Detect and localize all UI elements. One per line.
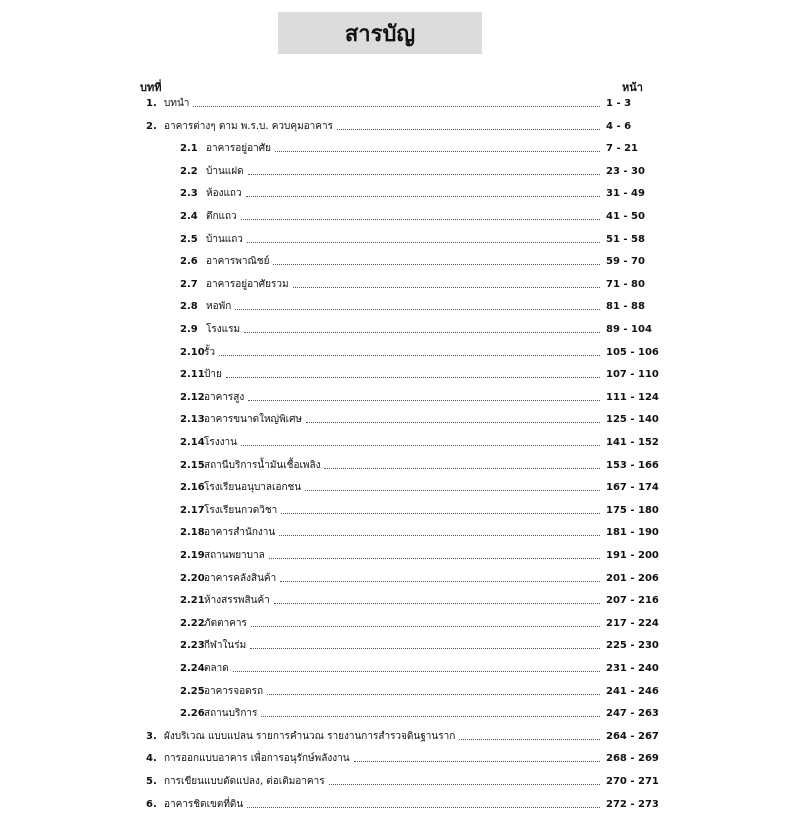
toc-page-range: 71 - 80 — [606, 278, 645, 290]
toc-row — [0, 593, 800, 609]
toc-number: 2.20 — [180, 572, 205, 584]
toc-number: 2.13 — [180, 414, 205, 426]
toc-row — [0, 232, 800, 248]
toc-row — [0, 684, 800, 700]
toc-label: อาคารอยู่อาศัยรวม — [206, 278, 289, 290]
toc-label: ภัตตาคาร — [204, 617, 247, 629]
toc-leader-dots — [247, 232, 600, 243]
toc-page-range: 272 - 273 — [606, 798, 659, 810]
toc-label: โรงเรียนอนุบาลเอกชน — [204, 482, 302, 494]
toc-leader-dots — [281, 503, 600, 514]
toc-number: 2.8 — [180, 301, 198, 313]
toc-number: 2.22 — [180, 617, 205, 629]
toc-page-range: 201 - 206 — [606, 572, 659, 584]
toc-number: 2.17 — [180, 504, 205, 516]
toc-number: 2.16 — [180, 482, 205, 494]
toc-number: 4. — [146, 753, 157, 765]
toc-label: โรงงาน — [204, 437, 237, 448]
toc-number: 2.3 — [180, 188, 198, 200]
toc-leader-dots — [337, 119, 600, 130]
toc-label: อาคารขนาดใหญ่พิเศษ — [204, 414, 303, 426]
toc-page-range: 125 - 140 — [606, 414, 659, 426]
toc-page-range: 225 - 230 — [606, 640, 659, 652]
toc-number: 2.15 — [180, 459, 205, 471]
toc-leader-dots — [193, 96, 600, 107]
toc-label: ตึกแถว — [206, 211, 237, 222]
toc-label: ป้าย — [204, 369, 222, 381]
toc-label: สถานพยาบาล — [204, 550, 265, 561]
toc-label: สถานีบริการน้ำมันเชื้อเพลิง — [204, 459, 321, 471]
toc-leader-dots — [248, 390, 600, 401]
toc-leader-dots — [241, 435, 600, 446]
toc-row — [0, 797, 800, 813]
toc-page-range: 4 - 6 — [606, 120, 632, 132]
toc-row — [0, 458, 800, 474]
toc-page-range: 107 - 110 — [606, 369, 659, 381]
toc-leader-dots — [226, 367, 600, 378]
toc-leader-dots — [324, 458, 600, 469]
toc-row — [0, 119, 800, 135]
toc-page-range: 241 - 246 — [606, 685, 659, 697]
title-box — [278, 12, 482, 54]
toc-label: สถานบริการ — [204, 708, 258, 720]
toc-page-range: 247 - 263 — [606, 708, 659, 720]
toc-leader-dots — [219, 345, 600, 356]
toc-page-range: 31 - 49 — [606, 188, 645, 200]
toc-row — [0, 299, 800, 315]
toc-leader-dots — [273, 254, 600, 265]
toc-page-range: 191 - 200 — [606, 550, 659, 561]
toc-leader-dots — [279, 525, 600, 536]
toc-label: อาคารชิดเขตที่ดิน — [164, 798, 244, 810]
toc-label: อาคารจอดรถ — [204, 685, 264, 697]
toc-number: 2.1 — [180, 143, 198, 155]
toc-page-range: 59 - 70 — [606, 256, 645, 268]
toc-label: โรงเรียนกวดวิชา — [204, 504, 278, 516]
toc-leader-dots — [305, 480, 600, 491]
toc-label: บทนำ — [164, 98, 190, 109]
toc-label: ตลาด — [204, 663, 229, 674]
toc-label: อาคารต่างๆ ตาม พ.ร.บ. ควบคุมอาคาร — [164, 120, 333, 132]
header-page: หน้า — [622, 81, 643, 94]
toc-label: กีฬาในร่ม — [204, 640, 247, 652]
toc-number: 2.24 — [180, 663, 205, 674]
toc-row — [0, 209, 800, 225]
toc-row — [0, 164, 800, 180]
toc-leader-dots — [247, 797, 600, 808]
toc-row — [0, 186, 800, 202]
header-chapter: บทที่ — [140, 81, 162, 94]
toc-page-range: 268 - 269 — [606, 753, 659, 765]
toc-leader-dots — [244, 322, 600, 333]
toc-leader-dots — [274, 593, 600, 604]
toc-row — [0, 412, 800, 428]
toc-number: 2.9 — [180, 324, 198, 335]
toc-leader-dots — [280, 571, 600, 582]
toc-row — [0, 751, 800, 767]
toc-page-range: 105 - 106 — [606, 346, 659, 358]
toc-row — [0, 571, 800, 587]
toc-leader-dots — [250, 638, 600, 649]
toc-number: 2.4 — [180, 211, 198, 222]
toc-page-range: 1 - 3 — [606, 98, 632, 109]
toc-leader-dots — [459, 729, 600, 740]
toc-row — [0, 638, 800, 654]
toc-row — [0, 525, 800, 541]
toc-number: 2. — [146, 120, 157, 132]
toc-number: 5. — [146, 776, 157, 787]
toc-number: 2.21 — [180, 595, 205, 607]
toc-leader-dots — [354, 751, 600, 762]
toc-leader-dots — [329, 774, 600, 785]
toc-label: บ้านแถว — [206, 233, 243, 245]
toc-page-range: 141 - 152 — [606, 437, 659, 448]
toc-row — [0, 774, 800, 790]
toc-label: การออกแบบอาคาร เพื่อการอนุรักษ์พลังงาน — [164, 753, 350, 765]
toc-row — [0, 254, 800, 270]
toc-leader-dots — [241, 209, 600, 220]
toc-number: 2.11 — [180, 369, 205, 381]
toc-number: 2.6 — [180, 256, 198, 268]
toc-label: อาคารสำนักงาน — [204, 527, 276, 539]
toc-number: 2.2 — [180, 165, 198, 177]
toc-row — [0, 729, 800, 745]
toc-leader-dots — [248, 164, 600, 175]
toc-number: 3. — [146, 730, 157, 742]
toc-number: 2.10 — [180, 346, 205, 358]
toc-number: 2.7 — [180, 278, 198, 290]
toc-number: 2.5 — [180, 233, 198, 245]
toc-label: ห้องแถว — [206, 188, 242, 200]
toc-leader-dots — [269, 548, 600, 559]
toc-row — [0, 96, 800, 112]
toc-number: 6. — [146, 798, 157, 810]
toc-page-range: 51 - 58 — [606, 233, 645, 245]
page-title: สารบัญ — [344, 21, 416, 47]
toc-label: หอพัก — [206, 301, 232, 313]
toc-page-range: 81 - 88 — [606, 301, 645, 313]
toc-row — [0, 322, 800, 338]
toc-number: 2.18 — [180, 527, 205, 539]
toc-label: ผังบริเวณ แบบแปลน รายการคำนวณ รายงานการสำรวจดินฐานราก — [164, 730, 456, 742]
toc-page-range: 23 - 30 — [606, 165, 645, 177]
toc-row — [0, 277, 800, 293]
toc-page-range: 217 - 224 — [606, 617, 659, 629]
toc-label: การเขียนแบบดัดแปลง, ต่อเติมอาคาร — [164, 776, 325, 787]
toc-page-range: 167 - 174 — [606, 482, 659, 494]
toc-number: 2.14 — [180, 437, 205, 448]
toc-leader-dots — [246, 186, 600, 197]
toc-label: ห้างสรรพสินค้า — [204, 595, 270, 607]
toc-page-range: 41 - 50 — [606, 211, 645, 222]
toc-page-range: 231 - 240 — [606, 663, 659, 674]
toc-number: 2.26 — [180, 708, 205, 720]
toc-label: อาคารสูง — [204, 391, 245, 403]
toc-number: 2.12 — [180, 391, 205, 403]
toc-label: โรงแรม — [206, 324, 241, 335]
toc-label: อาคารพาณิชย์ — [206, 256, 270, 268]
toc-page-range: 264 - 267 — [606, 730, 659, 742]
toc-page-range: 89 - 104 — [606, 324, 652, 335]
toc-page-range: 181 - 190 — [606, 527, 659, 539]
toc-page-range: 175 - 180 — [606, 504, 659, 516]
toc-label: อาคารอยู่อาศัย — [206, 143, 271, 155]
toc-leader-dots — [306, 412, 600, 423]
toc-page-range: 270 - 271 — [606, 776, 659, 787]
toc-leader-dots — [233, 661, 600, 672]
toc-row — [0, 548, 800, 564]
toc-label: อาคารคลังสินค้า — [204, 572, 277, 584]
toc-row — [0, 141, 800, 157]
toc-row — [0, 390, 800, 406]
toc-label: รั้ว — [204, 346, 215, 358]
toc-page-range: 7 - 21 — [606, 143, 638, 155]
toc-row — [0, 616, 800, 632]
toc-number: 2.25 — [180, 685, 205, 697]
toc-leader-dots — [235, 299, 600, 310]
toc-row — [0, 706, 800, 722]
toc-row — [0, 367, 800, 383]
toc-number: 1. — [146, 98, 157, 109]
toc-row — [0, 661, 800, 677]
toc-page-range: 111 - 124 — [606, 391, 659, 403]
toc-leader-dots — [275, 141, 600, 152]
toc-row — [0, 503, 800, 519]
toc-row — [0, 435, 800, 451]
toc-number: 2.23 — [180, 640, 205, 652]
toc-number: 2.19 — [180, 550, 205, 561]
toc-leader-dots — [251, 616, 600, 627]
toc-row — [0, 480, 800, 496]
toc-page-range: 207 - 216 — [606, 595, 659, 607]
toc-leader-dots — [261, 706, 600, 717]
toc-leader-dots — [293, 277, 600, 288]
toc-label: บ้านแฝด — [206, 165, 244, 177]
toc-page-range: 153 - 166 — [606, 459, 659, 471]
toc-row — [0, 345, 800, 361]
toc-leader-dots — [267, 684, 600, 695]
